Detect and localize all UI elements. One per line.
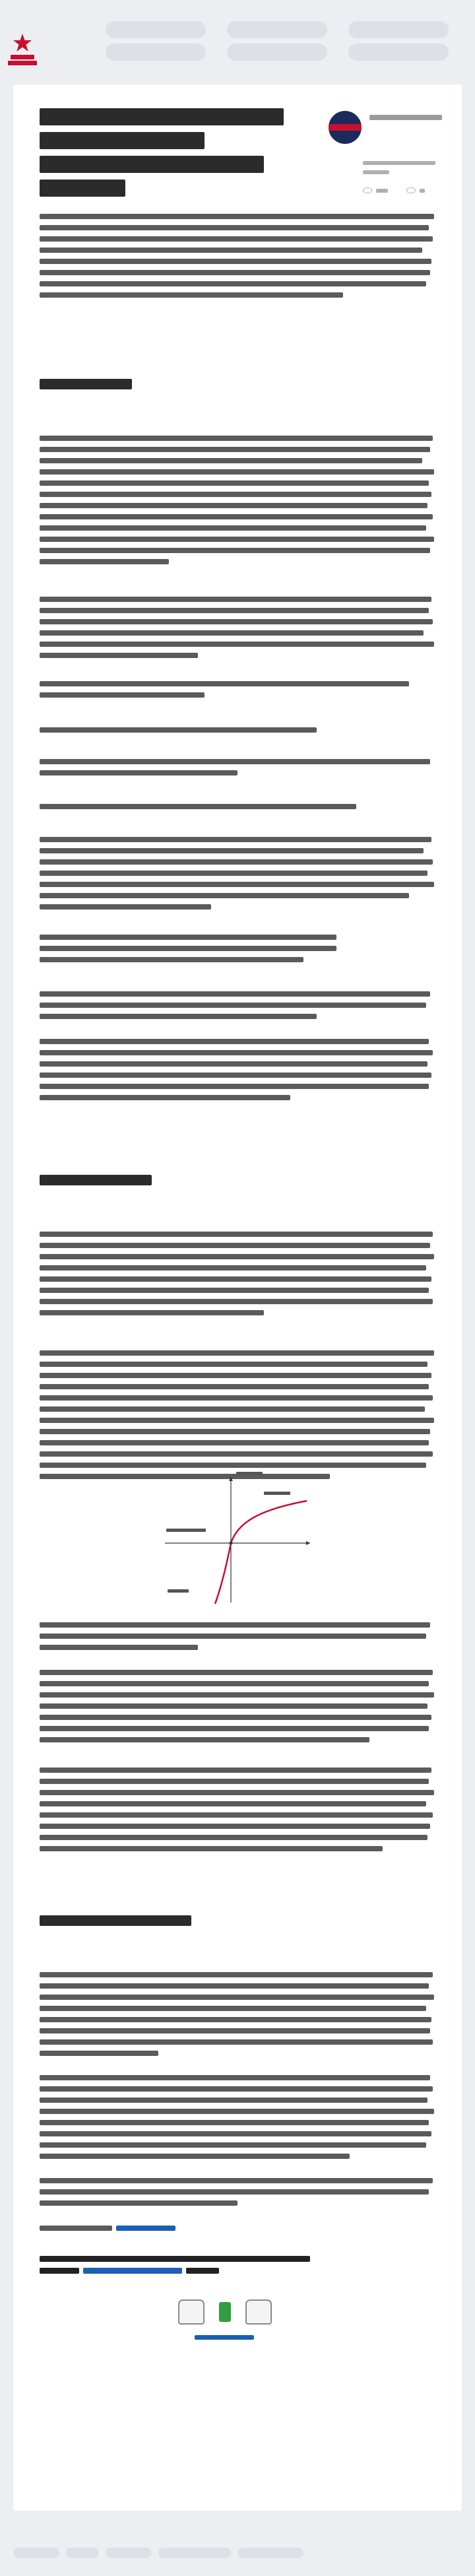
comment-icon [406, 187, 416, 193]
vote-widget [178, 2299, 272, 2325]
example-list [40, 935, 435, 968]
paragraph [40, 991, 435, 1025]
nav-item[interactable] [106, 21, 206, 38]
section-heading [40, 1175, 435, 1185]
paragraph [40, 1670, 435, 1748]
eye-icon [363, 187, 372, 193]
formula [40, 727, 435, 739]
tag-link[interactable] [106, 2548, 152, 2558]
tag-link[interactable] [13, 2548, 59, 2558]
vote-count [219, 2302, 231, 2322]
comments-count [420, 189, 425, 193]
paragraph [40, 597, 435, 664]
source-link[interactable] [116, 2226, 175, 2231]
paragraph [40, 1972, 435, 2062]
author-name[interactable] [369, 115, 442, 120]
paragraph [40, 681, 435, 704]
nav-item[interactable] [227, 44, 327, 61]
tag-link[interactable] [238, 2548, 303, 2558]
translator-link[interactable] [83, 2268, 182, 2274]
nav-item[interactable] [227, 21, 327, 38]
value-function-figure [152, 1464, 317, 1609]
tag-link[interactable] [158, 2548, 231, 2558]
nav-item[interactable] [106, 44, 206, 61]
paragraph [40, 1622, 435, 1656]
source-line [40, 2226, 435, 2237]
article-card [13, 84, 462, 2511]
intro-paragraph [40, 214, 435, 304]
section-heading [40, 1915, 435, 1926]
star-icon [13, 33, 32, 53]
paragraph [40, 1232, 435, 1321]
site-logo[interactable] [7, 33, 38, 67]
tag-link[interactable] [66, 2548, 99, 2558]
who-voted-link[interactable] [195, 2335, 254, 2340]
logo-wordmark [7, 55, 38, 65]
thumb-up-icon[interactable] [245, 2299, 272, 2325]
footer-tags [13, 2548, 462, 2563]
nav-item[interactable] [348, 21, 449, 38]
site-header [0, 0, 475, 79]
main-nav [106, 21, 449, 66]
article-title [40, 108, 290, 203]
paragraph [40, 759, 435, 781]
paragraph [40, 1767, 435, 1857]
paragraph [40, 1039, 435, 1106]
views-count [376, 189, 388, 193]
paragraph [40, 436, 435, 570]
paragraph [40, 2075, 435, 2165]
section-heading [40, 379, 435, 389]
article-stats [363, 187, 443, 193]
nav-item[interactable] [348, 44, 449, 61]
formula [40, 804, 435, 815]
credits [40, 2256, 435, 2280]
article-date [363, 161, 462, 180]
thumb-down-icon[interactable] [178, 2299, 205, 2325]
paragraph [40, 2178, 435, 2212]
author-avatar[interactable] [329, 111, 362, 144]
paragraph [40, 837, 435, 915]
